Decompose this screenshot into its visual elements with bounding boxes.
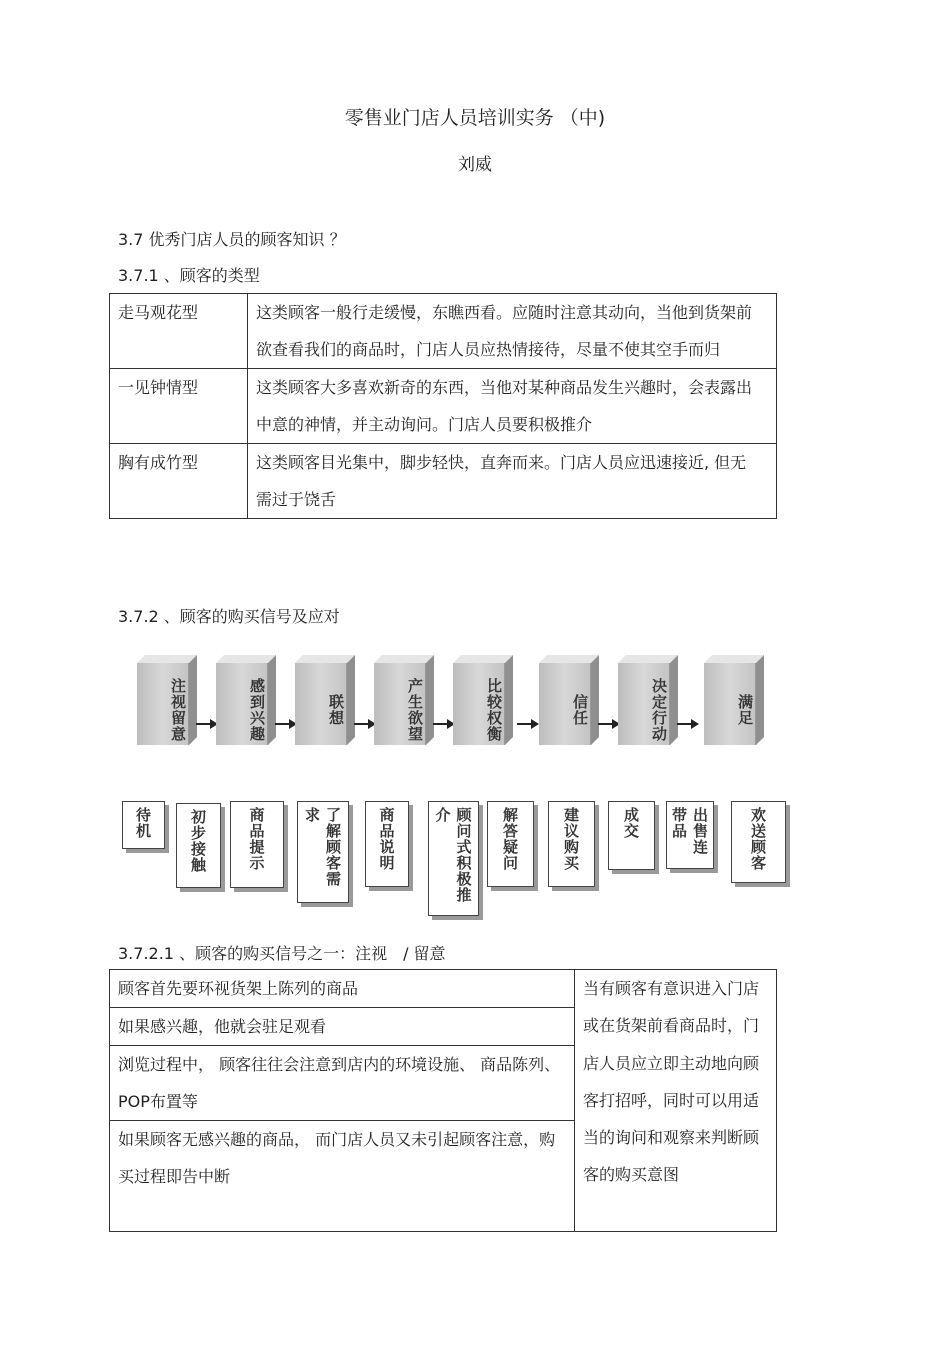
stage-cube (374, 655, 434, 745)
stage-label: 信任 (571, 694, 589, 726)
action-label: 出售连带品 (670, 807, 709, 855)
action-card (548, 801, 595, 887)
customer-type-cell: 走马观花型 (110, 294, 248, 369)
customer-desc-cell: 这类顾客大多喜欢新奇的东西，当他对某种商品发生兴趣时，会表露出中意的神情，并主动询问。门店人员要积极推介 (248, 369, 777, 444)
action-card (365, 801, 409, 887)
stage-cube (453, 655, 513, 745)
arrow-right-icon (354, 719, 376, 729)
stage-label: 联想 (327, 694, 345, 726)
table-row (110, 970, 777, 1008)
action-label: 了解顾客需求 (303, 807, 342, 887)
signal-cell: 如果顾客无感兴趣的商品， 而门店人员又未引起顾客注意，购买过程即告中断 (110, 1121, 575, 1232)
stage-label: 感到兴趣 (248, 678, 266, 742)
stage-label: 产生欲望 (406, 678, 424, 742)
action-label: 商品提示 (247, 807, 266, 871)
action-card (122, 801, 165, 849)
stage-label: 比较权衡 (485, 678, 503, 742)
signal-cell: 如果感兴趣，他就会驻足观看 (110, 1008, 575, 1046)
customer-type-cell: 胸有成竹型 (110, 444, 248, 519)
table-row (110, 444, 777, 519)
action-card (297, 801, 349, 903)
action-label: 欢送顾客 (749, 807, 767, 871)
action-label: 待机 (134, 807, 152, 839)
section-3-7-2-heading: 3.7.2 、顾客的购买信号及应对 (118, 607, 340, 626)
arrow-right-icon (275, 719, 297, 729)
action-card (487, 801, 534, 887)
customer-desc-cell: 这类顾客一般行走缓慢，东瞧西看。应随时注意其动向，当他到货架前欲查看我们的商品时，门店人员应热情接待，尽量不使其空手而归 (248, 294, 777, 369)
signal-cell: 顾客首先要环视货架上陈列的商品 (110, 970, 575, 1008)
stage-cube (704, 655, 764, 745)
signal-cell: 浏览过程中， 顾客往往会注意到店内的环境设施、 商品陈列、 POP布置等 (110, 1046, 575, 1121)
arrow-right-icon (196, 719, 218, 729)
document-author: 刘威 (458, 155, 492, 175)
customer-types-table (109, 293, 777, 519)
signal-attention-table (109, 969, 777, 1232)
customer-desc-cell: 这类顾客目光集中，脚步轻快，直奔而来。门店人员应迅速接近, 但无需过于饶舌 (248, 444, 777, 519)
action-card (428, 801, 479, 916)
table-row (110, 294, 777, 369)
action-label: 初步接触 (189, 809, 207, 873)
stage-cube (216, 655, 276, 745)
stage-label: 满足 (736, 694, 754, 726)
arrow-right-icon (598, 719, 620, 729)
arrow-right-icon (517, 719, 539, 729)
action-label: 成交 (622, 807, 640, 839)
arrow-right-icon (433, 719, 455, 729)
document-title: 零售业门店人员培训实务 （中) (344, 107, 606, 129)
table-row (110, 369, 777, 444)
action-card (230, 801, 284, 888)
stage-cube (539, 655, 599, 745)
stage-cube (137, 655, 197, 745)
action-card (731, 801, 786, 883)
stage-cube (295, 655, 355, 745)
action-card (608, 801, 655, 870)
section-3-7-2-1-heading: 3.7.2.1 、顾客的购买信号之一：注视 / 留意 (118, 944, 446, 963)
response-cell: 当有顾客有意识进入门店或在货架前看商品时，门店人员应立即主动地向顾客打招呼，同时可以用适当的询问和观察来判断顾客的购买意图 (575, 970, 777, 1232)
stage-cube (618, 655, 678, 745)
section-3-7-heading: 3.7 优秀门店人员的顾客知识 ？ (118, 230, 346, 249)
action-label: 解答疑问 (501, 807, 519, 871)
action-label: 顾问式积极推介 (433, 807, 473, 903)
action-card (666, 801, 714, 869)
section-3-7-1-heading: 3.7.1 、顾客的类型 (118, 266, 260, 285)
stage-label: 注视留意 (169, 678, 187, 742)
action-label: 建议购买 (562, 807, 580, 871)
customer-type-cell: 一见钟情型 (110, 369, 248, 444)
arrow-right-icon (677, 719, 699, 729)
stage-label: 决定行动 (650, 678, 668, 742)
action-label: 商品说明 (377, 807, 396, 871)
action-card (176, 803, 221, 888)
